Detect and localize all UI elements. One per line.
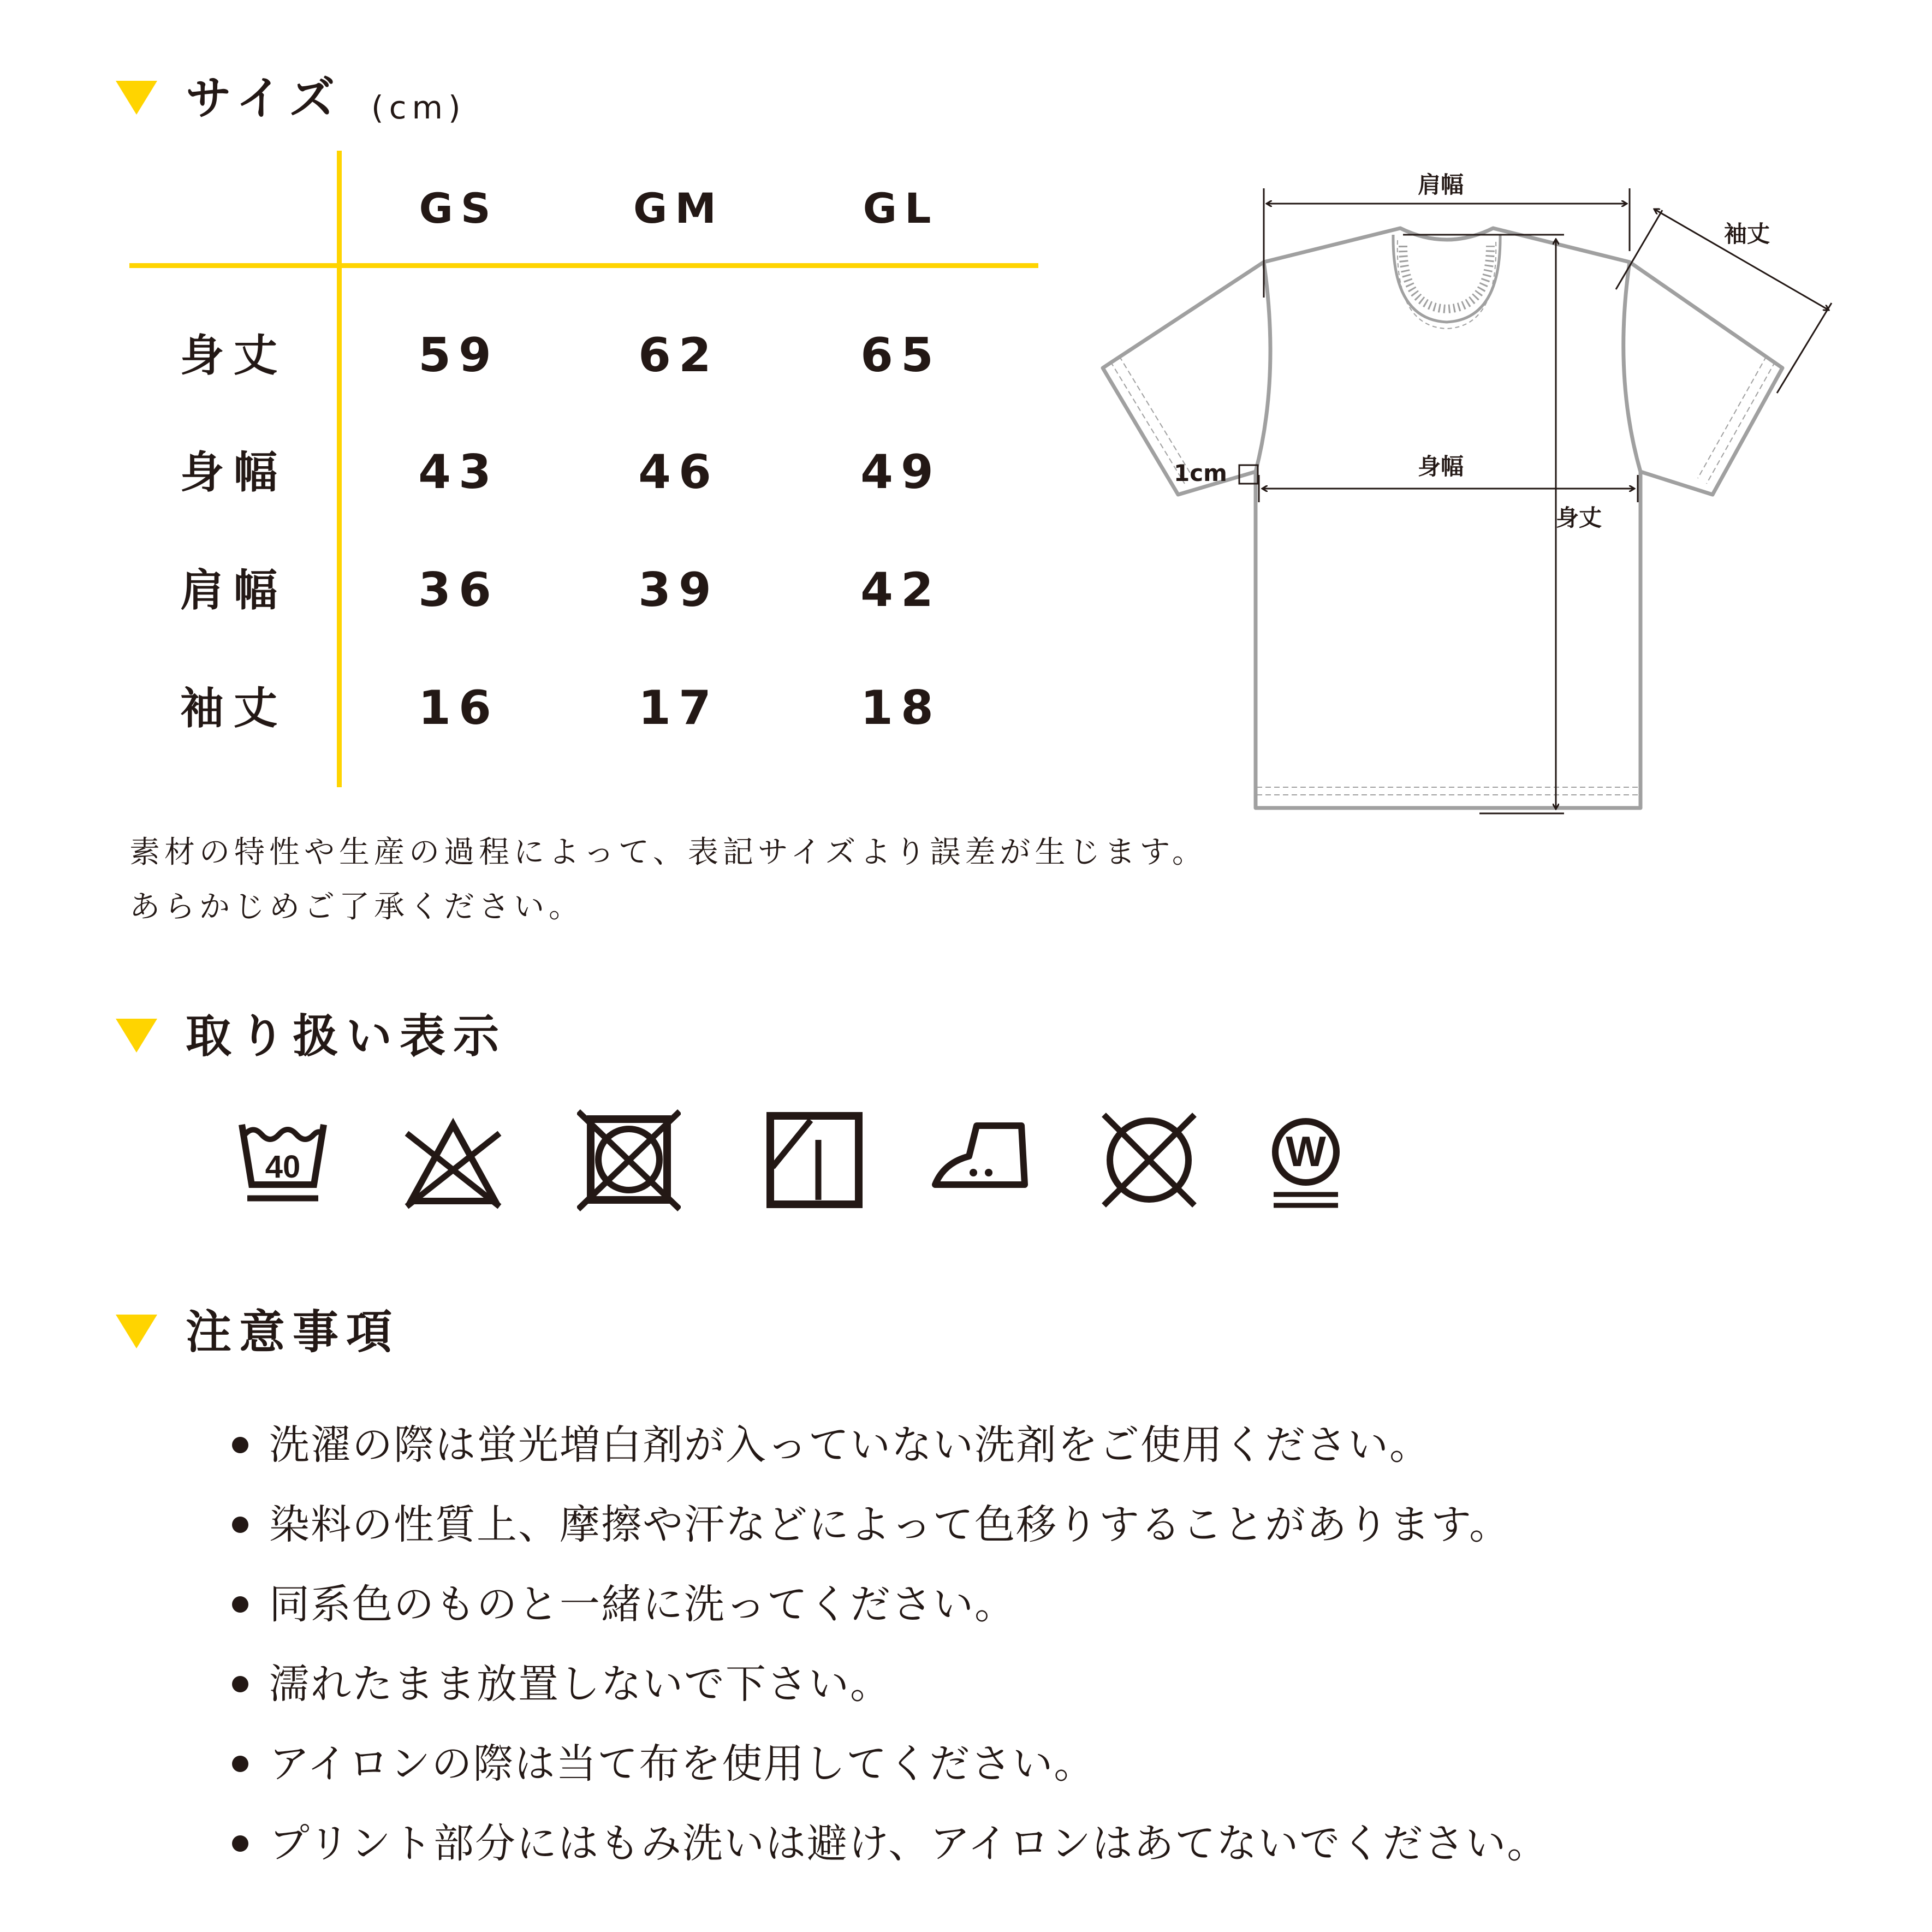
caution-item-5: アイロンの際は当て布を使用してください。 — [269, 1740, 1096, 1787]
size-section-title: サイズ — [186, 72, 343, 125]
caution-item-1: 洗濯の際は蛍光増白剤が入っていない洗剤をご使用ください。 — [269, 1422, 1431, 1469]
shoulder-width-measure — [1264, 188, 1630, 298]
cell-width-gm: 46 — [638, 445, 719, 500]
iron-medium-icon — [931, 1108, 1035, 1212]
line-dry-shade-icon — [763, 1108, 866, 1212]
cell-sleeve-gl: 18 — [860, 681, 941, 735]
wet-clean-letter: W — [1286, 1127, 1326, 1175]
wet-clean-icon — [1254, 1108, 1358, 1212]
no-bleach-icon — [401, 1108, 505, 1212]
size-note-line-2: あらかじめご了承ください。 — [129, 889, 584, 925]
caution-item-2: 染料の性質上、摩擦や汗などによって色移りすることがあります。 — [269, 1501, 1511, 1548]
cell-shoulder-gs: 36 — [418, 563, 499, 617]
shoulder-width-label: 肩幅 — [1418, 171, 1464, 198]
cell-shoulder-gm: 39 — [638, 563, 719, 617]
cell-width-gs: 43 — [418, 445, 499, 500]
sleeve-length-label: 袖丈 — [1724, 221, 1770, 247]
column-header-gm: GM — [633, 184, 724, 233]
caution-item-3: 同系色のものと一緒に洗ってください。 — [269, 1581, 1016, 1628]
table-horizontal-line — [129, 263, 1038, 268]
tshirt-outline — [1103, 228, 1782, 808]
caution-item-4: 濡れたまま放置しないで下さい。 — [269, 1661, 891, 1708]
care-section-title: 取り扱い表示 — [186, 1009, 507, 1063]
offset-label: 1cm — [1174, 460, 1227, 486]
no-tumble-dry-icon — [577, 1108, 681, 1212]
wash-temperature-text: 40 — [265, 1149, 301, 1185]
section-marker-icon — [116, 81, 157, 115]
bullet-icon — [232, 1756, 248, 1772]
bullet-icon — [232, 1437, 248, 1453]
cell-sleeve-gs: 16 — [418, 681, 499, 735]
column-header-gl: GL — [863, 184, 939, 233]
body-width-label: 身幅 — [1418, 453, 1464, 480]
size-note-line-1: 素材の特性や生産の過程によって、表記サイズより誤差が生じます。 — [129, 835, 1207, 870]
row-label-width: 身幅 — [180, 447, 287, 498]
section-marker-icon — [116, 1019, 157, 1053]
cell-shoulder-gl: 42 — [860, 563, 941, 617]
tshirt-measurement-diagram — [1086, 164, 1851, 830]
caution-section-title: 注意事項 — [186, 1305, 400, 1359]
bullet-icon — [232, 1676, 248, 1692]
table-vertical-line — [337, 151, 342, 787]
cell-length-gs: 59 — [418, 328, 499, 383]
row-label-length: 身丈 — [180, 330, 287, 381]
cell-sleeve-gm: 17 — [638, 681, 719, 735]
row-label-shoulder: 肩幅 — [180, 565, 287, 616]
collar-rib — [1393, 228, 1500, 329]
cell-length-gm: 62 — [638, 328, 719, 383]
caution-item-6: プリント部分にはもみ洗いは避け、アイロンはあてないでください。 — [269, 1820, 1549, 1867]
row-label-sleeve: 袖丈 — [180, 683, 287, 734]
column-header-gs: GS — [419, 184, 498, 233]
wash-40-icon — [231, 1108, 335, 1212]
bullet-icon — [232, 1517, 248, 1533]
section-marker-icon — [116, 1315, 157, 1348]
bullet-icon — [232, 1596, 248, 1613]
body-length-measure — [1403, 235, 1564, 813]
no-dry-clean-icon — [1097, 1108, 1201, 1212]
body-length-label: 身丈 — [1556, 504, 1602, 531]
cell-length-gl: 65 — [860, 328, 941, 383]
unit-label: (cm) — [371, 89, 466, 126]
stitch-lines — [1110, 356, 1775, 795]
bullet-icon — [232, 1835, 248, 1852]
cell-width-gl: 49 — [860, 445, 941, 500]
